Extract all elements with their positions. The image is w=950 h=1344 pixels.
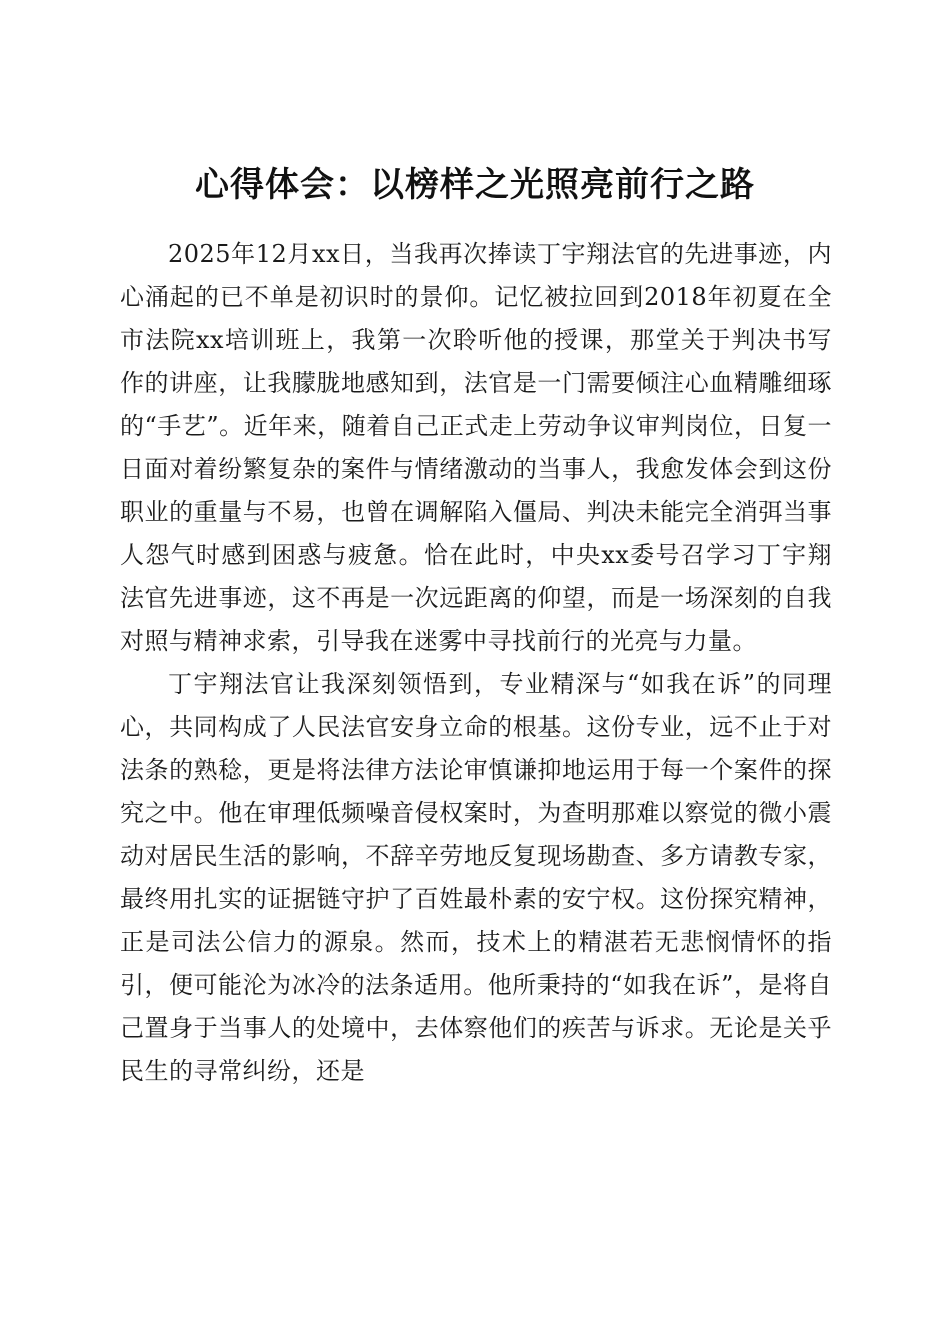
paragraph-1: 2025年12月xx日，当我再次捧读丁宇翔法官的先进事迹，内心涌起的已不单是初识时的景仰。记忆被拉回到2018年初夏在全市法院xx培训班上，我第一次聆听他的授课，那堂关于判决书写作的讲座，让我朦胧地感知到，法官是一门需要倾注心血精雕细琢的“手艺”。近年来，随着自己正式走上劳动争议审判岗位，日复一日面对着纷繁复杂的案件与情绪激动的当事人，我愈发体会到这份职业的重量与不易，也曾在调解陷入僵局、判决未能完全消弭当事人怨气时感到困惑与疲惫。恰在此时，中央xx委号召学习丁宇翔法官先进事迹，这不再是一次远距离的仰望，而是一场深刻的自我对照与精神求索，引导我在迷雾中寻找前行的光亮与力量。	[120, 240, 832, 655]
document-title: 心得体会：以榜样之光照亮前行之路	[195, 164, 755, 205]
paragraph-2: 丁宇翔法官让我深刻领悟到，专业精深与“如我在诉”的同理心，共同构成了人民法官安身立命的根基。这份专业，远不止于对法条的熟稔，更是将法律方法论审慎谦抑地运用于每一个案件的探究之中。他在审理低频噪音侵权案时，为查明那难以察觉的微小震动对居民生活的影响，不辞辛劳地反复现场勘查、多方请教专家，最终用扎实的证据链守护了百姓最朴素的安宁权。这份探究精神，正是司法公信力的源泉。然而，技术上的精湛若无悲悯情怀的指引，便可能沦为冰冷的法条适用。他所秉持的“如我在诉”，是将自己置身于当事人的处境中，去体察他们的疾苦与诉求。无论是关乎民生的寻常纠纷，还是	[120, 670, 832, 1085]
document-body	[120, 233, 832, 1093]
